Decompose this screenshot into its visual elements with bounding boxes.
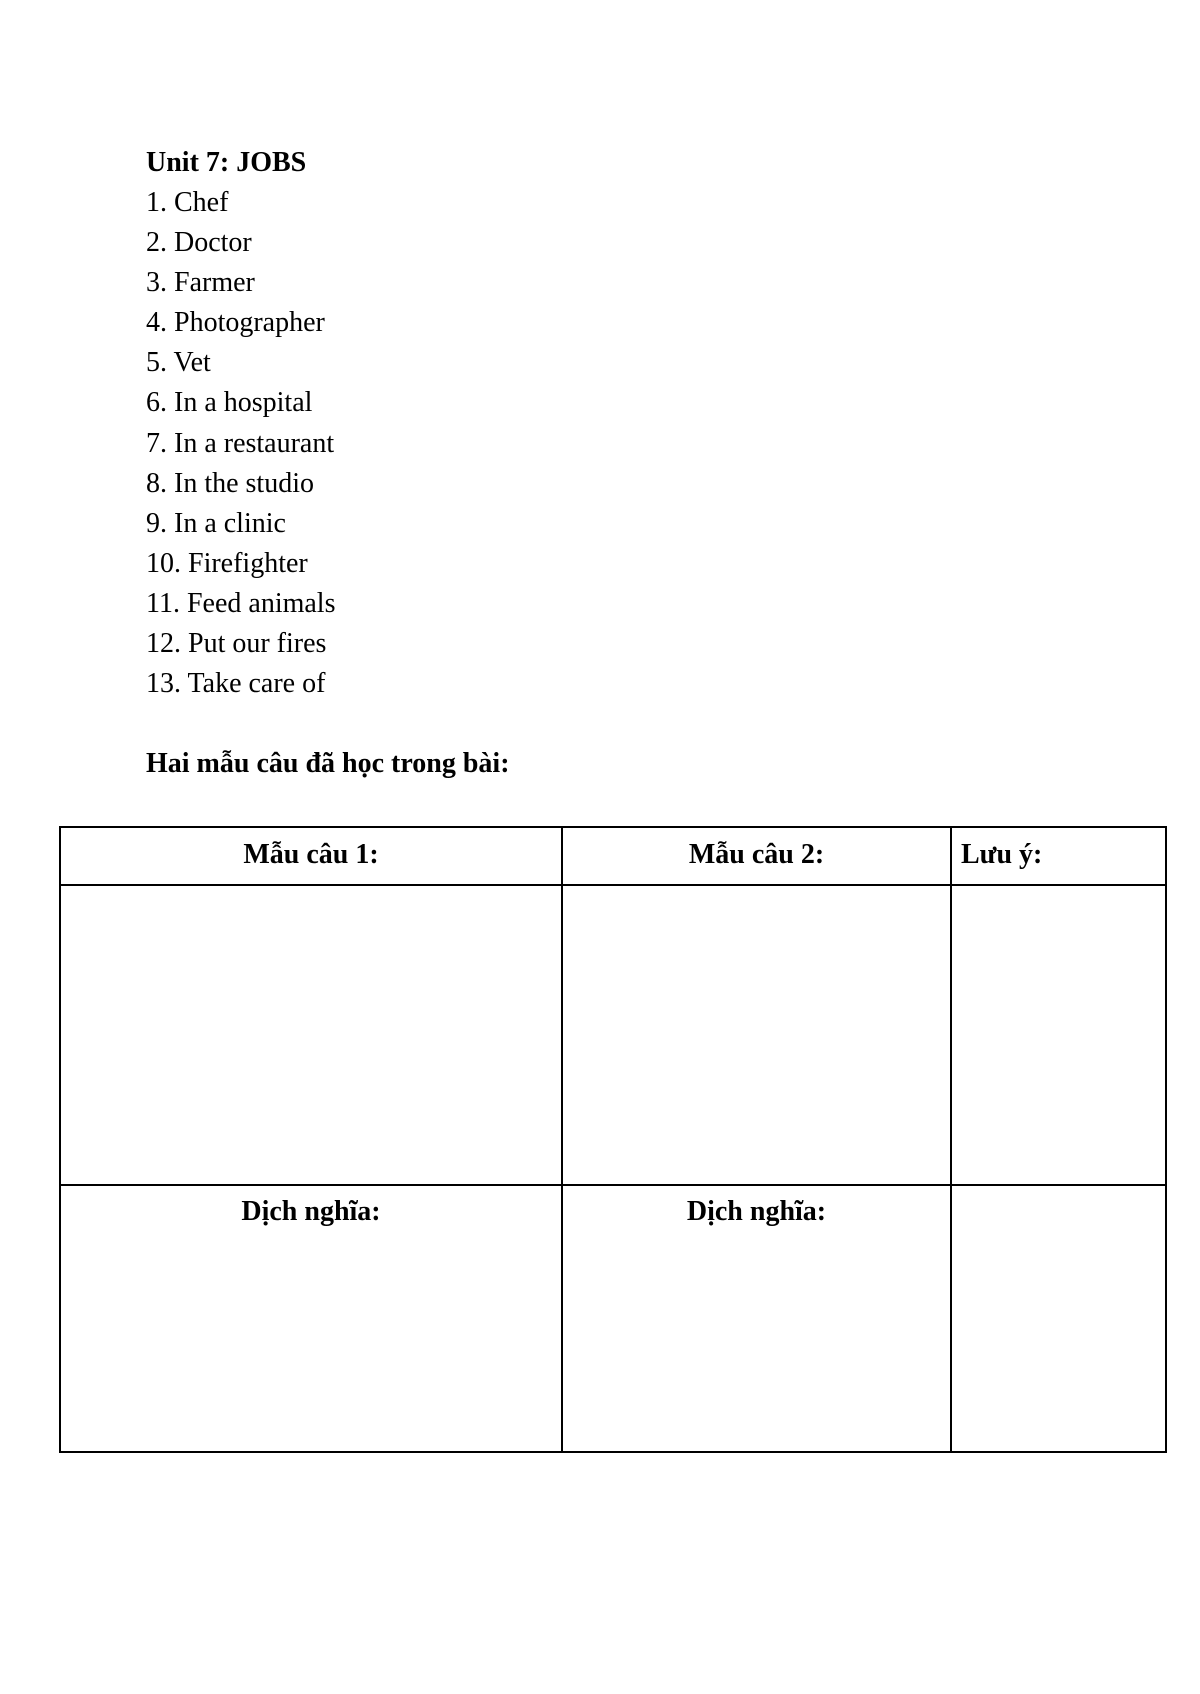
list-item: 10. Firefighter — [146, 547, 308, 579]
list-item: 2. Doctor — [146, 227, 252, 259]
translation-label-2: Dịch nghĩa: — [686, 1196, 827, 1227]
header-note: Lưu ý: — [961, 839, 1043, 870]
list-item: 13. Take care of — [146, 668, 326, 700]
list-item: 4. Photographer — [146, 307, 325, 339]
page-title: Unit 7: JOBS — [146, 147, 307, 178]
list-item: 5. Vet — [146, 347, 211, 379]
header-pattern-1: Mẫu câu 1: — [243, 839, 379, 870]
translation-label-1: Dịch nghĩa: — [241, 1196, 381, 1227]
pattern-1-answer-cell[interactable] — [61, 886, 561, 1184]
list-item: 3. Farmer — [146, 267, 255, 299]
sentence-pattern-table — [59, 826, 1167, 1453]
section-heading: Hai mẫu câu đã học trong bài: — [146, 748, 510, 779]
list-item: 7. In a restaurant — [146, 427, 335, 459]
list-item: 12. Put our fires — [146, 628, 327, 660]
translation-answer-cell-2[interactable] — [563, 1238, 950, 1451]
list-item: 1. Chef — [146, 187, 229, 218]
vocabulary-list — [146, 183, 335, 704]
translation-answer-cell-1[interactable] — [61, 1238, 561, 1451]
list-item: 8. In the studio — [146, 467, 314, 499]
list-item: 9. In a clinic — [146, 507, 286, 539]
note-answer-cell[interactable] — [952, 886, 1165, 1184]
pattern-2-answer-cell[interactable] — [563, 886, 950, 1184]
header-pattern-2: Mẫu câu 2: — [688, 839, 825, 870]
list-item: 11. Feed animals — [146, 587, 336, 619]
list-item: 6. In a hospital — [146, 387, 313, 419]
translation-note-cell[interactable] — [952, 1186, 1165, 1451]
